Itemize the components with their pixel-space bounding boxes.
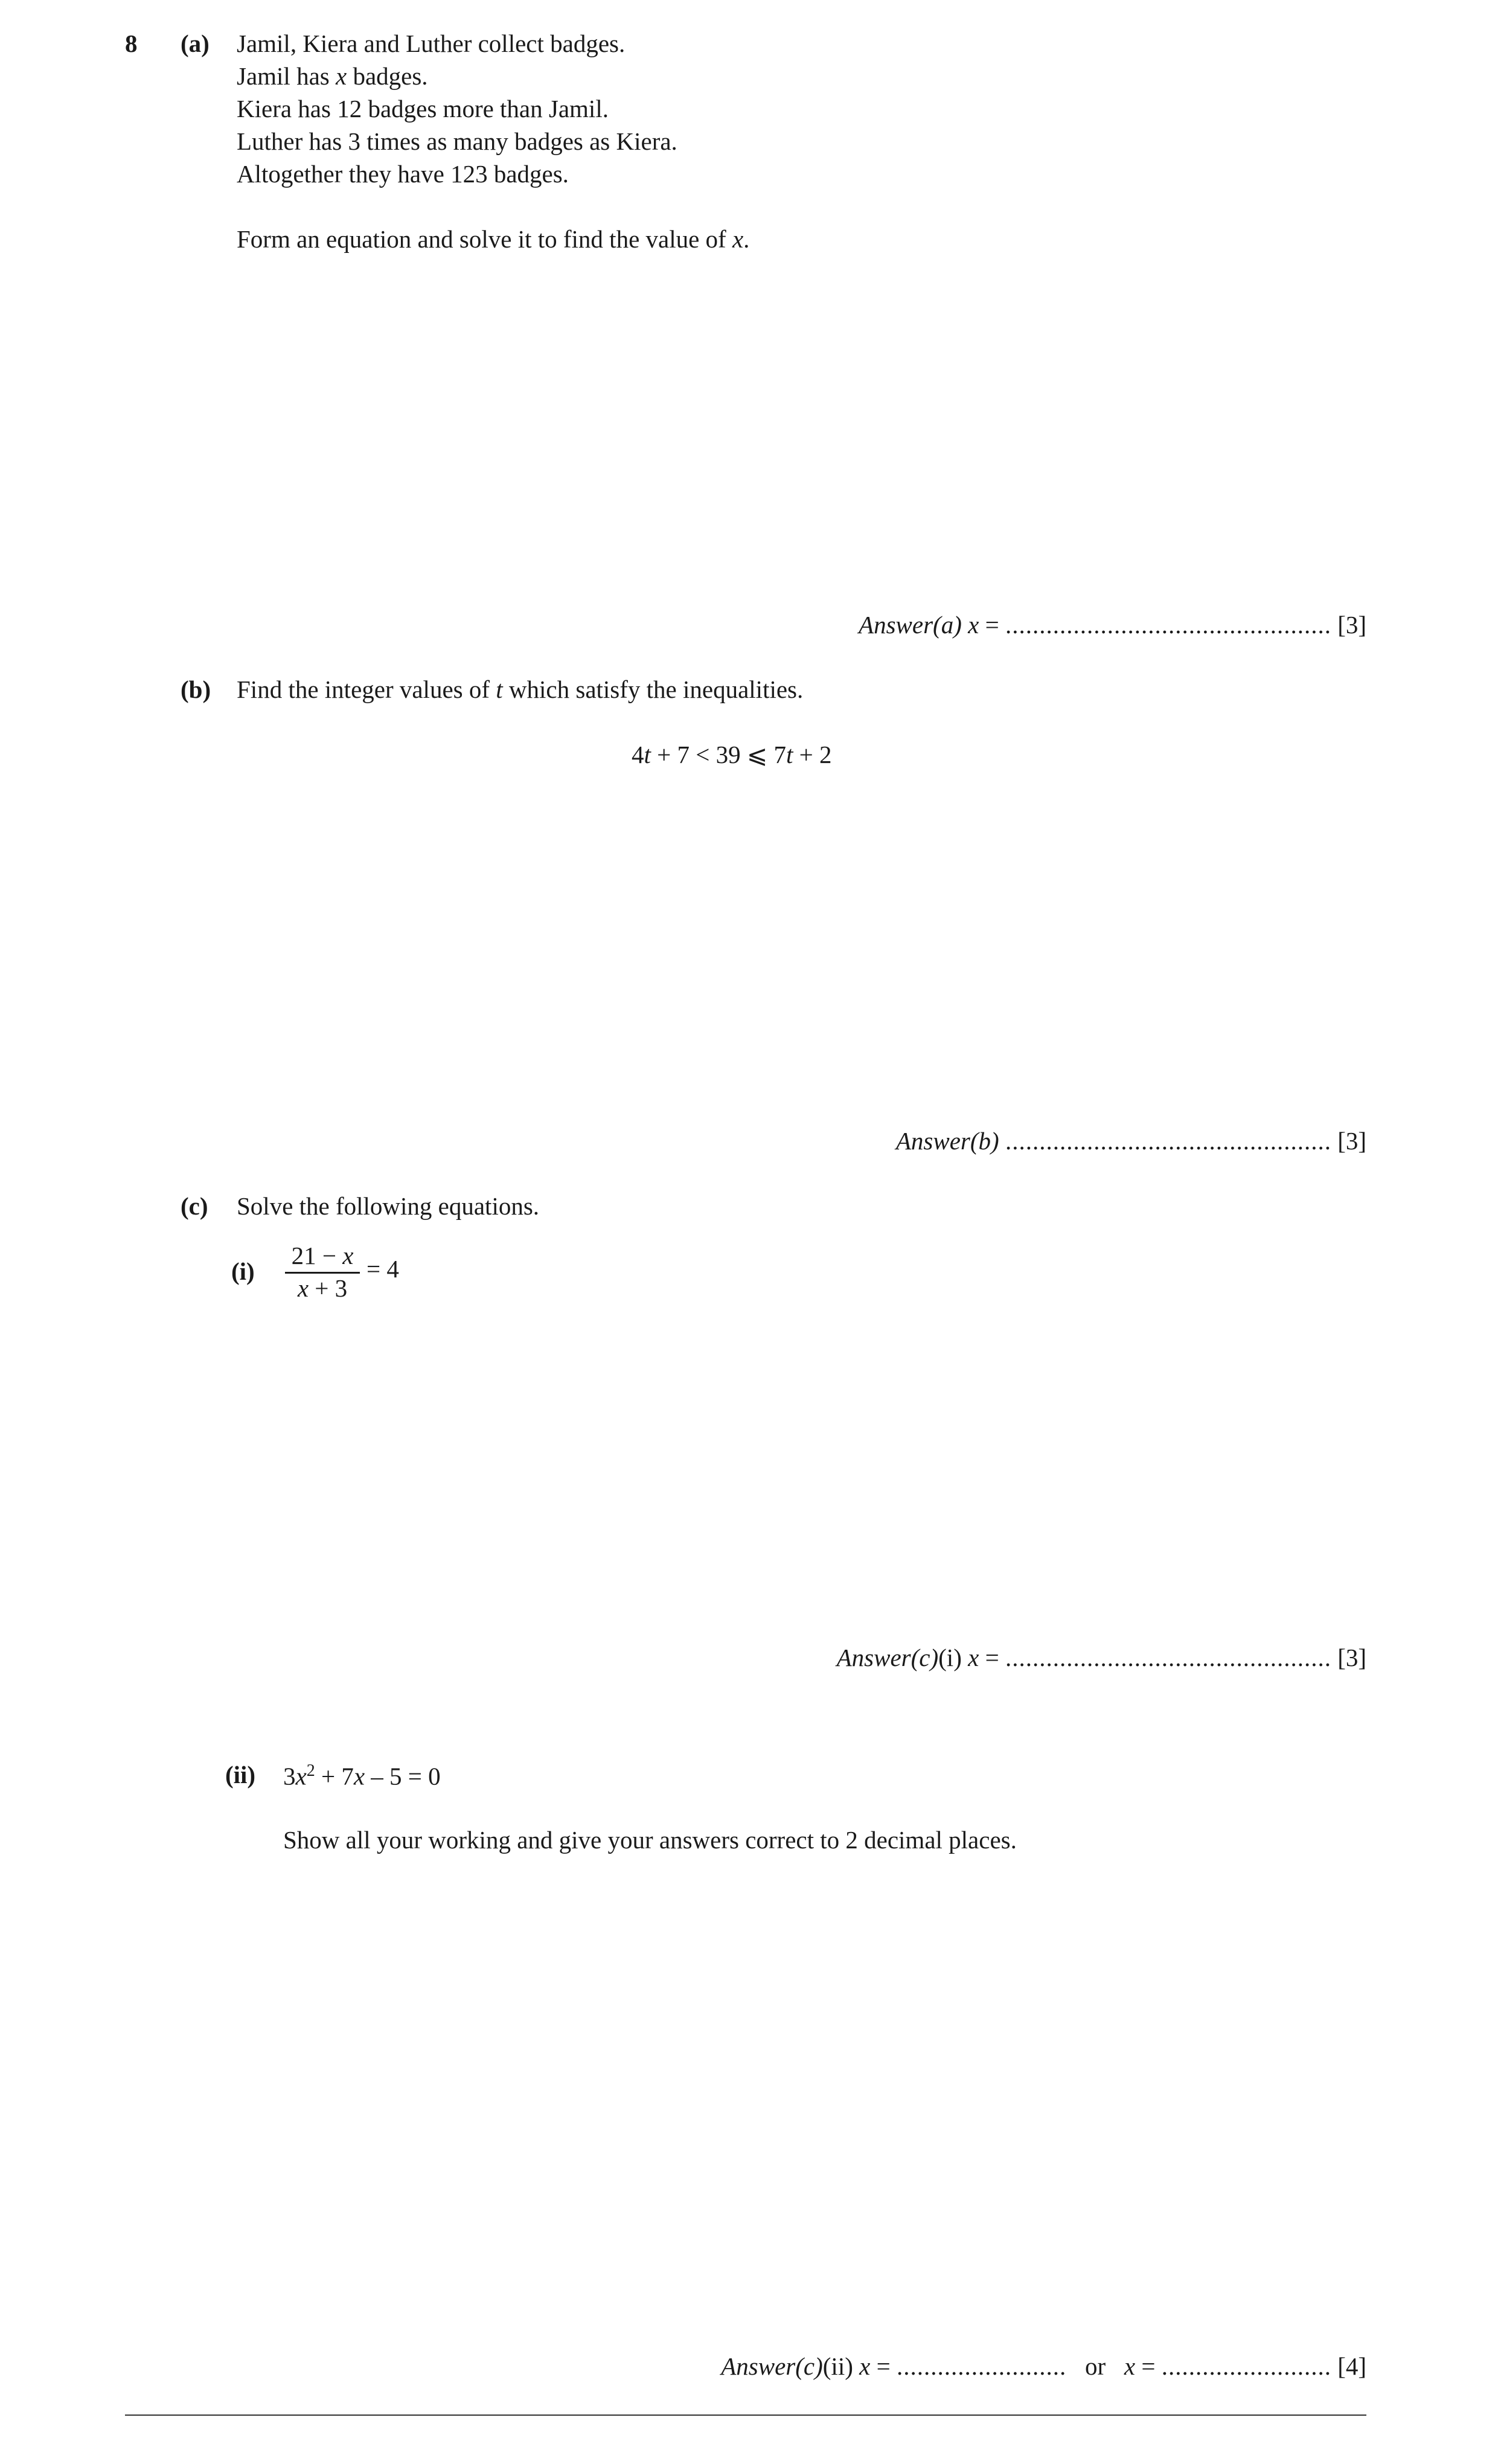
part-a-line-3: Kiera has 12 badges more than Jamil. bbox=[237, 95, 609, 123]
bottom-divider bbox=[125, 2415, 1366, 2416]
answer-c-ii-blank-1[interactable]: ......................... bbox=[896, 2352, 1067, 2380]
question-number: 8 bbox=[125, 30, 138, 57]
part-c-i-fraction bbox=[285, 1243, 360, 1301]
part-c-i-label: (i) bbox=[231, 1257, 255, 1285]
part-b-inequality: 4t + 7 < 39 ⩽ 7t + 2 bbox=[632, 741, 832, 768]
part-a-instruction: Form an equation and solve it to find the value of x. bbox=[237, 225, 750, 253]
answer-a-line: Answer(a) x = ................................................ [3] bbox=[859, 611, 1366, 639]
part-c-label: (c) bbox=[181, 1192, 208, 1220]
part-a-line-2: Jamil has x badges. bbox=[237, 62, 428, 90]
answer-c-ii-line: Answer(c)(ii) x = ......................... or x = ......................... [4] bbox=[721, 2352, 1366, 2380]
answer-b-blank[interactable]: ................................................ bbox=[1005, 1127, 1331, 1155]
answer-b-line: Answer(b) ................................................ [3] bbox=[895, 1127, 1366, 1155]
part-a-line-1: Jamil, Kiera and Luther collect badges. bbox=[237, 30, 626, 57]
part-c-ii-equation: $3x^2 + 7x - 5 = 0$ bbox=[283, 1761, 441, 1790]
part-c-i-rhs: = 4 bbox=[366, 1255, 399, 1283]
fraction-denominator: x + 3 bbox=[297, 1274, 348, 1302]
part-b-label: (b) bbox=[181, 675, 211, 703]
fraction-bar bbox=[285, 1272, 360, 1274]
answer-c-i-blank[interactable]: ................................................ bbox=[1005, 1644, 1331, 1671]
answer-c-ii-blank-2[interactable]: ......................... bbox=[1161, 2352, 1331, 2380]
part-a-line-5: Altogether they have 123 badges. bbox=[237, 160, 569, 188]
part-c-text: Solve the following equations. bbox=[237, 1192, 540, 1220]
answer-a-blank[interactable]: ................................................ bbox=[1005, 611, 1331, 639]
part-b-text: Find the integer values of t which satisfy the inequalities. bbox=[237, 675, 804, 703]
fraction-numerator: 21 − x bbox=[291, 1242, 354, 1269]
part-c-ii-label: (ii) bbox=[225, 1761, 256, 1789]
part-c-ii-instruction: Show all your working and give your answers correct to 2 decimal places. bbox=[283, 1826, 1017, 1854]
part-a-line-4: Luther has 3 times as many badges as Kiera. bbox=[237, 127, 677, 155]
part-a-label: (a) bbox=[181, 30, 210, 57]
answer-c-i-line: Answer(c)(i) x = ................................................ [3] bbox=[836, 1644, 1366, 1671]
